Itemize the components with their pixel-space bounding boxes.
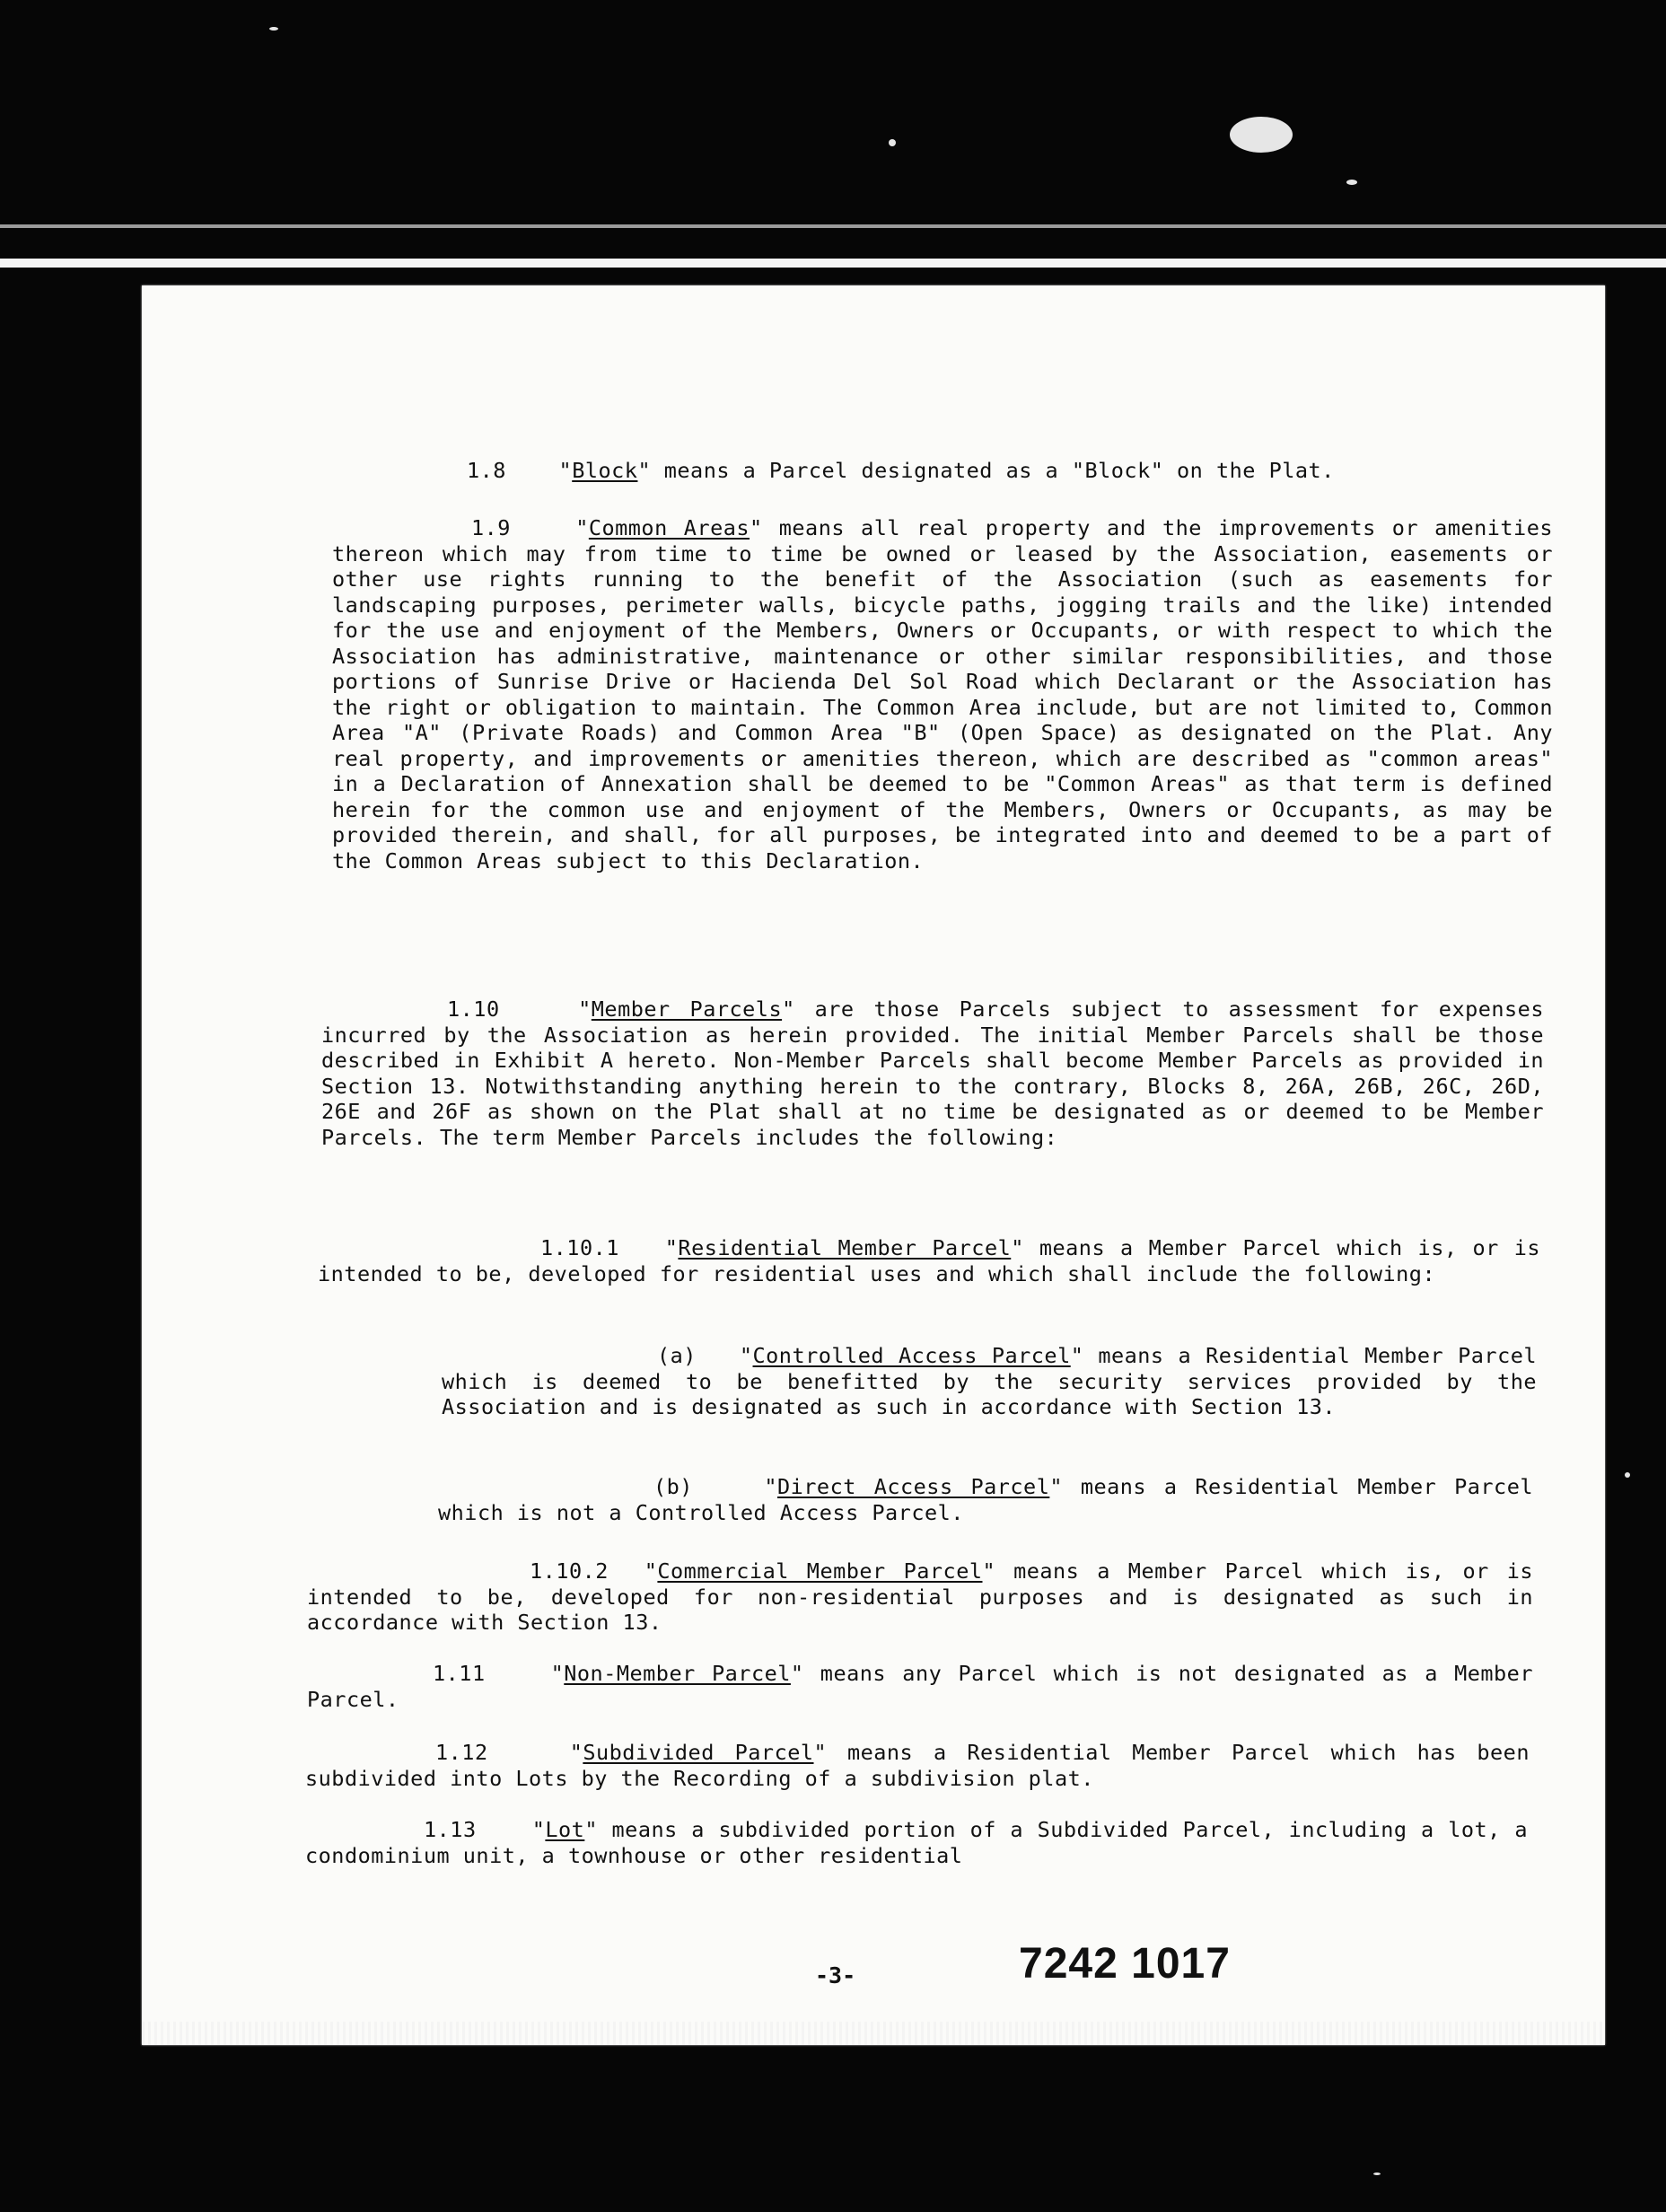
document-page (142, 285, 1605, 2045)
section-text: " means a Residential Member Parcel which is deemed to be benefitted by the security services provided by the Association and is designated as such in accordance with Section 13. (442, 1343, 1538, 1419)
scan-artifact-band (0, 259, 1666, 268)
section-1-10-2: 1.10.2 "Commercial Member Parcel" means a Member Parcel which is, or is intended to be, developed for non-residential purposes and is designated as such in accordance with Section 13. (307, 1558, 1533, 1635)
defined-term: Lot (545, 1817, 585, 1842)
scan-speck (269, 27, 278, 31)
section-1-13: 1.13 "Lot" means a subdivided portion of a Subdivided Parcel, including a lot, a condominium unit, a townhouse or other residential (305, 1817, 1528, 1868)
page-number: -3- (815, 1962, 856, 1988)
defined-term: Common Areas (588, 515, 750, 540)
section-1-10: 1.10 "Member Parcels" are those Parcels subject to assessment for expenses incurred by the Association as herein provided. The initial Member Parcels shall be those described in Exhibit A hereto. Non-Member Parcels shall become Member Parcels as provided in Section 13. Notwithstanding anything herein to the contrary, Blocks 8, 26A, 26B, 26C, 26D, 26E and 26F as shown on the Plat shall at no time be designated as or deemed to be Member Parcels. The term Member Parcels includes the following: (321, 996, 1544, 1150)
section-text: " means a Member Parcel which is, or is intended to be, developed for residential uses and which shall include the following: (318, 1235, 1541, 1286)
section-text: " are those Parcels subject to assessment for expenses incurred by the Association as herein provided. The initial Member Parcels shall be those described in Exhibit A hereto. Non-Member Parcels shall become Member Parcels as provided in Section 13. Notwithstanding anything herein to the contrary, Blocks 8, 26A, 26B, 26C, 26D, 26E and 26F as shown on the Plat shall at no time be designated as or deemed to be Member Parcels. The term Member Parcels includes the following: (321, 996, 1544, 1150)
scan-speck (1230, 117, 1293, 153)
section-number: 1.9 (471, 515, 511, 540)
defined-term: Member Parcels (591, 996, 783, 1022)
section-1-10-1-b: (b) "Direct Access Parcel" means a Residential Member Parcel which is not a Controlled Access Parcel. (438, 1474, 1534, 1525)
defined-term: Non-Member Parcel (564, 1661, 791, 1686)
section-number: 1.10 (447, 996, 500, 1022)
section-1-11: 1.11 "Non-Member Parcel" means any Parcel which is not designated as a Member Parcel. (307, 1661, 1533, 1712)
section-text: " means a subdivided portion of a Subdivided Parcel, including a lot, a condominium unit, a townhouse or other residential (305, 1817, 1528, 1868)
scan-speck (1373, 2172, 1381, 2175)
scan-speck (1625, 1472, 1630, 1478)
section-number: (b) (653, 1474, 693, 1499)
defined-term: Controlled Access Parcel (752, 1343, 1071, 1368)
defined-term: Block (572, 458, 638, 483)
section-number: 1.10.2 (530, 1558, 609, 1584)
scan-speck (889, 139, 896, 146)
section-1-10-1-a: (a) "Controlled Access Parcel" means a Residential Member Parcel which is deemed to be benefitted by the security services provided by the Association and is designated as such in accordance with Section 13. (442, 1343, 1538, 1419)
section-number: (a) (657, 1343, 697, 1368)
section-number: 1.11 (433, 1661, 486, 1686)
section-text: " means a Parcel designated as a "Block" on the Plat. (637, 458, 1335, 483)
defined-term: Residential Member Parcel (678, 1235, 1012, 1260)
recording-stamp: 7242 1017 (1019, 1940, 1231, 1988)
section-text: " means a Residential Member Parcel which has been subdivided into Lots by the Recording of a subdivision plat. (305, 1740, 1530, 1791)
section-number: 1.12 (435, 1740, 488, 1765)
section-1-12: 1.12 "Subdivided Parcel" means a Residential Member Parcel which has been subdivided into Lots by the Recording of a subdivision plat. (305, 1740, 1530, 1791)
section-number: 1.8 (467, 458, 506, 483)
section-1-9: 1.9 "Common Areas" means all real property and the improvements or amenities thereon which may from time to time be owned or leased by the Association, easements or other use rights running to the benefit of the Association (such as easements for landscaping purposes, perimeter walls, bicycle paths, jogging trails and the like) intended for the use and enjoyment of the Members, Owners or Occupants, or with respect to which the Association has administrative, maintenance or other similar responsibilities, and those portions of Sunrise Drive or Hacienda Del Sol Road which Declarant or the Association has the right or obligation to maintain. The Common Area include, but are not limited to, Common Area "A" (Private Roads) and Common Area "B" (Open Space) as designated on the Plat. Any real property, and improvements or amenities thereon, which are described as "common areas" in a Declaration of Annexation shall be deemed to be "Common Areas" as that term is defined herein for the common use and enjoyment of the Members, Owners or Occupants, as may be provided therein, and shall, for all purposes, be integrated into and deemed to be a part of the Common Areas subject to this Declaration. (332, 515, 1553, 873)
scan-artifact-line (0, 224, 1666, 228)
scan-speck (1346, 180, 1357, 185)
section-number: 1.10.1 (540, 1235, 619, 1260)
section-text: " means all real property and the improvements or amenities thereon which may from time to time be owned or leased by the Association, easements or other use rights running to the benefit of the Association (such as easements for landscaping purposes, perimeter walls, bicycle paths, jogging trails and the like) intended for the use and enjoyment of the Members, Owners or Occupants, or with respect to which the Association has administrative, maintenance or other similar responsibilities, and those portions of Sunrise Drive or Hacienda Del Sol Road which Declarant or the Association has the right or obligation to maintain. The Common Area include, but are not limited to, Common Area "A" (Private Roads) and Common Area "B" (Open Space) as designated on the Plat. Any real property, and improvements or amenities thereon, which are described as "common areas" in a Declaration of Annexation shall be deemed to be "Common Areas" as that term is defined herein for the common use and enjoyment of the Members, Owners or Occupants, as may be provided therein, and shall, for all purposes, be integrated into and deemed to be a part of the Common Areas subject to this Declaration. (332, 515, 1553, 873)
defined-term: Subdivided Parcel (583, 1740, 814, 1765)
section-1-8: 1.8 "Block" means a Parcel designated as a "Block" on the Plat. (467, 458, 1335, 483)
section-text: " means a Residential Member Parcel which is not a Controlled Access Parcel. (438, 1474, 1534, 1525)
section-text: " means any Parcel which is not designated as a Member Parcel. (307, 1661, 1533, 1712)
section-text: " means a Member Parcel which is, or is intended to be, developed for non-residential purposes and is designated as such in accordance with Section 13. (307, 1558, 1533, 1635)
section-number: 1.13 (424, 1817, 477, 1842)
defined-term: Direct Access Parcel (776, 1474, 1050, 1499)
section-1-10-1: 1.10.1 "Residential Member Parcel" means a Member Parcel which is, or is intended to be, developed for residential uses and which shall include the following: (318, 1235, 1541, 1286)
defined-term: Commercial Member Parcel (657, 1558, 983, 1584)
